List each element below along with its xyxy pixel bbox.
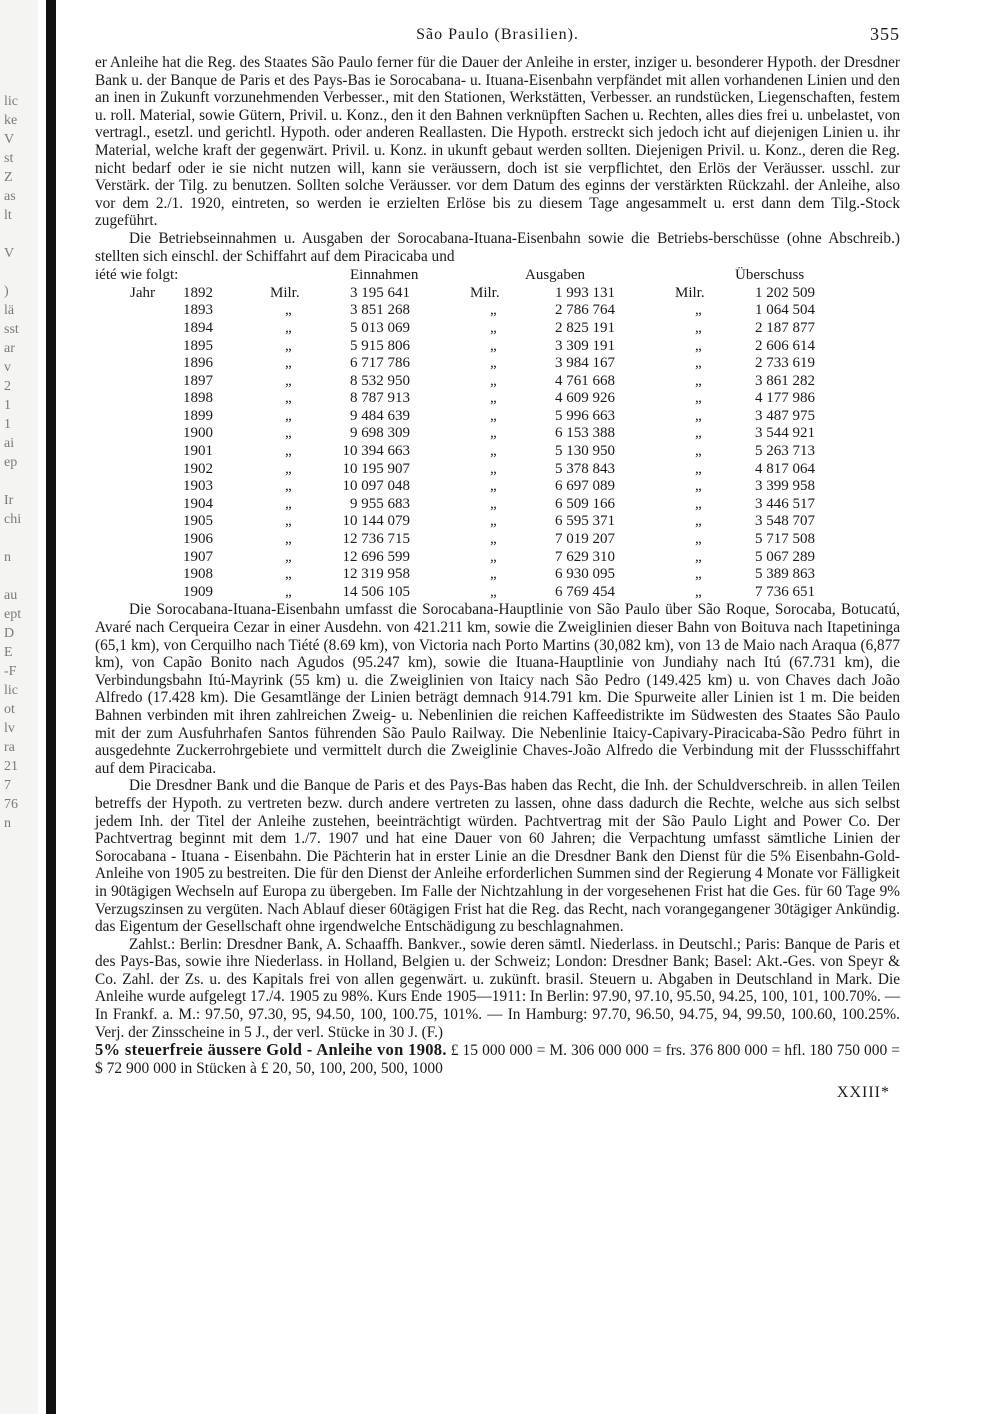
margin-text-fragments: lic ke V st Z as lt V ) lä sst ar v 2 1 1 ai ep Ir chi n au ept D E -F lic ot lv ra 21 7 76 n (4, 94, 22, 831)
ditto-mark: „ (695, 460, 702, 477)
einnahmen-cell: 8 532 950 (350, 372, 410, 389)
ausgaben-cell: 7 019 207 (555, 531, 615, 548)
ditto-mark: „ (285, 443, 292, 460)
ditto-mark: „ (285, 566, 292, 583)
unit-label: Milr. (675, 284, 705, 301)
unit-label: Milr. (470, 284, 500, 301)
year-cell: 1909 (183, 583, 213, 600)
bond-section-heading (95, 1041, 900, 1078)
year-label: Jahr (130, 284, 155, 301)
einnahmen-cell: 6 717 786 (350, 355, 410, 372)
ueberschuss-cell: 2 606 614 (755, 337, 815, 354)
ausgaben-cell: 4 609 926 (555, 390, 615, 407)
paragraph-operating-results: Die Betriebseinnahmen u. Ausgaben der Sorocabana-Ituana-Eisenbahn sowie die Betriebs-berschüsse (ohne Abschreib.) stellten sich einschl. der Schiffahrt auf dem Piracicaba und (95, 229, 900, 265)
ditto-mark: „ (695, 531, 702, 548)
ditto-mark: „ (695, 355, 702, 372)
einnahmen-cell: 5 915 806 (350, 337, 410, 354)
ditto-mark: „ (490, 495, 497, 512)
ausgaben-cell: 1 993 131 (555, 284, 615, 301)
einnahmen-cell: 10 394 663 (342, 443, 410, 460)
ueberschuss-cell: 3 548 707 (755, 513, 815, 530)
ditto-mark: „ (285, 583, 292, 600)
year-cell: 1901 (183, 443, 213, 460)
ditto-mark: „ (490, 425, 497, 442)
ditto-mark: „ (695, 319, 702, 336)
document-page (95, 18, 900, 1102)
ueberschuss-cell: 5 263 713 (755, 443, 815, 460)
operating-results-table (95, 267, 900, 601)
ausgaben-cell: 5 130 950 (555, 443, 615, 460)
ueberschuss-cell: 2 187 877 (755, 319, 815, 336)
ueberschuss-cell: 3 399 958 (755, 478, 815, 495)
table-row (95, 390, 900, 408)
page-number: 355 (870, 24, 900, 44)
ueberschuss-cell: 3 544 921 (755, 425, 815, 442)
year-cell: 1906 (183, 531, 213, 548)
ditto-mark: „ (490, 583, 497, 600)
year-cell: 1899 (183, 407, 213, 424)
paragraph-mortgage: er Anleihe hat die Reg. des Staates São Paulo ferner für die Dauer der Anleihe in erster, inziger u. besonderer Hypoth. der Dresdner Bank u. der Banque de Paris et des Pays-Bas ie Sorocabana- u. Ituana-Eisenbahn verpfändet mit allen vorhandenen Linien und den an inen in Zukunft vorzunehmenden Verbesser., mit den Stationen, Werkstätten, Verbesser. an rundstücken, Liegenschaften, festem u. roll. Material, sowie Gütern, Privil. u. Konz., den it den Bahnen verknüpften Sachen u. Rechten, alles dies frei u. unbelastet, von vertragl., esetzl. und gerichtl. Hypoth. oder anderen Reallasten. Die Hypoth. erstreckt sich jedoch icht auf diejenigen Linien u. ihr Material, welche kraft der gegenwärt. Privil. u. Konz. in ukunft gebaut werden sollten. Diejenigen Privil. u. Konz., deren die Reg. nicht bedarf oder ie sie nicht nutzen will, kann sie veräussern, doch ist sie verpflichtet, den Erlös der Veräusser. usschl. zur Verstärk. der Tilg. zu benutzen. Sollten solche Veräusser. vor dem Datum des eginns der verstärkten Rückzahl. der Anleihe, also vor dem 2./1. 1920, eintreten, so werden ie erzielten Erlöse bis zu diesem Tage angesammelt u. erst dann dem Tilg.-Stock zugeführt. (95, 54, 900, 230)
table-row (95, 338, 900, 356)
bond-amount-text: £ 15 000 000 = M. 306 000 000 = frs. 376 800 000 = hfl. 180 750 000 = $ 72 900 000 in Stücken à £ 20, 50, 100, 200, 500, 1000 (95, 1042, 901, 1078)
column-header-ueberschuss: Überschuss (735, 267, 805, 284)
ditto-mark: „ (695, 478, 702, 495)
einnahmen-cell: 12 319 958 (342, 566, 410, 583)
ditto-mark: „ (490, 478, 497, 495)
ditto-mark: „ (285, 460, 292, 477)
year-cell: 1898 (183, 390, 213, 407)
ditto-mark: „ (490, 531, 497, 548)
einnahmen-cell: 9 484 639 (350, 407, 410, 424)
ditto-mark: „ (695, 390, 702, 407)
ditto-mark: „ (695, 566, 702, 583)
ausgaben-cell: 6 595 371 (555, 513, 615, 530)
ditto-mark: „ (695, 495, 702, 512)
year-cell: 1908 (183, 566, 213, 583)
ditto-mark: „ (490, 337, 497, 354)
ditto-mark: „ (695, 302, 702, 319)
einnahmen-cell: 3 851 268 (350, 302, 410, 319)
year-cell: 1907 (183, 548, 213, 565)
ditto-mark: „ (695, 337, 702, 354)
ditto-mark: „ (285, 513, 292, 530)
table-row (95, 531, 900, 549)
ditto-mark: „ (490, 390, 497, 407)
year-cell: 1905 (183, 513, 213, 530)
year-cell: 1900 (183, 425, 213, 442)
paragraph-lease-contract: Die Dresdner Bank und die Banque de Paris et des Pays-Bas haben das Recht, die Inh. der Schuldverschreib. in allen Teilen betreffs der Hypoth. zu vertreten bezw. durch andere vertreten zu lassen, ohne dass dadurch die Rechte, welche aus sich selbst jedem Inh. der Titel der Anleihe zustehen, beeinträchtigt würden. Pachtvertrag mit der São Paulo Light and Power Co. Der Pachtvertrag beginnt mit dem 1./7. 1907 und hat eine Dauer von 60 Jahren; die Verpachtung umfasst sämtliche Linien der Sorocabana - Ituana - Eisenbahn. Die Pächterin hat in erster Linie an die Dresdner Bank den Dienst für die 5% Eisenbahn-Gold-Anleihe von 1905 zu bestreiten. Die für den Dienst der Anleihe erforderlichen Summen sind der Regierung 4 Monate vor Fälligkeit in 90tägigen Wechseln auf Europa zu übergeben. Im Falle der Nichtzahlung in der vorgesehenen Frist hat die Ges. für 60 Tage 9% Verzugszinsen zu vergüten. Nach Ablauf dieser 60tägigen Frist hat die Reg. das Recht, nach vorangegangener 30tägiger Ankündig. das Eigentum der Gesellschaft ohne irgendwelche Entschädigung zu beschlagnahmen. (95, 777, 900, 936)
ueberschuss-cell: 4 177 986 (755, 390, 815, 407)
einnahmen-cell: 10 097 048 (342, 478, 410, 495)
table-row (95, 285, 900, 303)
einnahmen-cell: 14 506 105 (342, 583, 410, 600)
ausgaben-cell: 5 996 663 (555, 407, 615, 424)
ditto-mark: „ (285, 337, 292, 354)
year-cell: 1892 (183, 284, 213, 301)
year-cell: 1903 (183, 478, 213, 495)
table-row (95, 373, 900, 391)
signature-mark: XXIII* (836, 1084, 890, 1102)
ditto-mark: „ (695, 372, 702, 389)
ditto-mark: „ (695, 425, 702, 442)
ditto-mark: „ (490, 355, 497, 372)
table-row (95, 513, 900, 531)
ausgaben-cell: 3 984 167 (555, 355, 615, 372)
ausgaben-cell: 6 930 095 (555, 566, 615, 583)
ditto-mark: „ (285, 390, 292, 407)
ausgaben-cell: 2 786 764 (555, 302, 615, 319)
ueberschuss-cell: 5 717 508 (755, 531, 815, 548)
einnahmen-cell: 12 696 599 (342, 548, 410, 565)
table-row (95, 355, 900, 373)
ditto-mark: „ (490, 372, 497, 389)
ausgaben-cell: 4 761 668 (555, 372, 615, 389)
ditto-mark: „ (285, 495, 292, 512)
ausgaben-cell: 6 509 166 (555, 495, 615, 512)
table-row (95, 584, 900, 602)
einnahmen-cell: 9 698 309 (350, 425, 410, 442)
einnahmen-cell: 10 144 079 (342, 513, 410, 530)
year-cell: 1893 (183, 302, 213, 319)
unit-label: Milr. (270, 284, 300, 301)
table-row (95, 320, 900, 338)
ueberschuss-cell: 2 733 619 (755, 355, 815, 372)
ueberschuss-cell: 1 064 504 (755, 302, 815, 319)
einnahmen-cell: 8 787 913 (350, 390, 410, 407)
ditto-mark: „ (285, 425, 292, 442)
ausgaben-cell: 6 697 089 (555, 478, 615, 495)
table-row (95, 478, 900, 496)
ditto-mark: „ (285, 302, 292, 319)
ditto-mark: „ (490, 443, 497, 460)
ditto-mark: „ (285, 355, 292, 372)
ueberschuss-cell: 3 861 282 (755, 372, 815, 389)
einnahmen-cell: 5 013 069 (350, 319, 410, 336)
table-row (95, 443, 900, 461)
ditto-mark: „ (490, 407, 497, 424)
column-header-ausgaben: Ausgaben (525, 267, 585, 284)
running-header (95, 18, 900, 54)
year-cell: 1897 (183, 372, 213, 389)
ditto-mark: „ (285, 407, 292, 424)
column-header-einnahmen: Einnahmen (350, 267, 419, 284)
ausgaben-cell: 3 309 191 (555, 337, 615, 354)
ditto-mark: „ (695, 443, 702, 460)
ditto-mark: „ (285, 319, 292, 336)
ausgaben-cell: 6 769 454 (555, 583, 615, 600)
ueberschuss-cell: 3 446 517 (755, 495, 815, 512)
book-spine-shadow (46, 0, 56, 1414)
ausgaben-cell: 7 629 310 (555, 548, 615, 565)
table-row (95, 302, 900, 320)
ditto-mark: „ (490, 566, 497, 583)
paragraph-paying-agents: Zahlst.: Berlin: Dresdner Bank, A. Schaaffh. Bankver., sowie deren sämtl. Niederlass. in Deutschl.; Paris: Banque de Paris et des Pays-Bas, sowie ihre Niederlass. in Holland, Belgien u. der Schweiz; London: Dresdner Bank; Basel: Akt.-Ges. von Speyr & Co. Zahl. der Zs. u. des Kapitals frei von allen gegenwärt. u. zukünft. brasil. Steuern u. Abgaben in Deutschland in Mark. Die Anleihe wurde aufgelegt 17./4. 1905 zu 98%. Kurs Ende 1905—1911: In Berlin: 97.90, 97.10, 95.50, 94.25, 100, 101, 100.70%. — In Frankf. a. M.: 97.50, 97.30, 95, 94.50, 100, 100.75, 101%. — In Hamburg: 97.70, 96.50, 94.75, 94, 99.50, 100.60, 100.25%. Verj. der Zinsscheine in 5 J., der verl. Stücke in 30 J. (F.) (95, 935, 900, 1041)
ausgaben-cell: 6 153 388 (555, 425, 615, 442)
page-header-title: São Paulo (Brasilien). (416, 26, 579, 43)
body-text-continued (95, 601, 900, 1041)
year-cell: 1894 (183, 319, 213, 336)
year-cell: 1904 (183, 495, 213, 512)
table-row (95, 408, 900, 426)
year-cell: 1896 (183, 355, 213, 372)
table-row (95, 425, 900, 443)
paragraph-railway-lines: Die Sorocabana-Ituana-Eisenbahn umfasst die Sorocabana-Hauptlinie von São Paulo über São Roque, Sorocaba, Botucatú, Avaré nach Cerqueira Cezar in einer Ausdehn. von 421.211 km, sowie die Zweiglinien dieser Bahn von Boituva nach Itapetininga (65,1 km), von Cerquilho nach Tiété (8.69 km), von Victoria nach Porto Martins (30,082 km), von 13 de Maio nach Araqua (6,877 km), von Capão Bonito nach Agudos (95.247 km), sowie die Ituana-Hauptlinie von Jundiahy nach Itú (67.731 km), die Verbindungsbahn Itú-Mayrink (55 km) u. die Zweiglinien von Itaicy nach São Pedro (149.425 km) u. von Chaves dach João Alfredo (17.428 km). Die Gesamtlänge der Linien beträgt demnach 914.791 km. Die Spurweite aller Linien ist 1 m. Die beiden Bahnen verbinden mit ihren zahlreichen Zweig- u. Nebenlinien die reichen Kaffeedistrikte im Südwesten des Staates São Paulo mit der zum Ausfuhrhafen Santos führenden São Paulo Railway. Die Nebenlinie Itaicy-Capivary-Piracicaba-São Pedro führt in ausgedehnte Zuckerrohrgebiete und vermittelt durch die Zweiglinie Chaves-João Alfredo die Verbindung mit der Flussschiffahrt auf dem Piracicaba. (95, 601, 900, 777)
ditto-mark: „ (285, 372, 292, 389)
table-header-row (95, 267, 900, 285)
body-text (95, 54, 900, 265)
table-lead-text: iété wie folgt: (95, 267, 179, 284)
ueberschuss-cell: 3 487 975 (755, 407, 815, 424)
ditto-mark: „ (695, 407, 702, 424)
ditto-mark: „ (695, 548, 702, 565)
ditto-mark: „ (695, 513, 702, 530)
ditto-mark: „ (490, 460, 497, 477)
ueberschuss-cell: 5 389 863 (755, 566, 815, 583)
ueberschuss-cell: 1 202 509 (755, 284, 815, 301)
ditto-mark: „ (490, 319, 497, 336)
table-row (95, 549, 900, 567)
ditto-mark: „ (285, 531, 292, 548)
ausgaben-cell: 5 378 843 (555, 460, 615, 477)
einnahmen-cell: 12 736 715 (342, 531, 410, 548)
ditto-mark: „ (490, 302, 497, 319)
bond-title: 5% steuerfreie äussere Gold - Anleihe von 1908. (95, 1040, 447, 1060)
table-row (95, 566, 900, 584)
ueberschuss-cell: 5 067 289 (755, 548, 815, 565)
ditto-mark: „ (695, 583, 702, 600)
ueberschuss-cell: 7 736 651 (755, 583, 815, 600)
ditto-mark: „ (285, 478, 292, 495)
table-row (95, 496, 900, 514)
einnahmen-cell: 10 195 907 (342, 460, 410, 477)
table-row (95, 461, 900, 479)
ditto-mark: „ (490, 513, 497, 530)
ditto-mark: „ (490, 548, 497, 565)
einnahmen-cell: 3 195 641 (350, 284, 410, 301)
year-cell: 1902 (183, 460, 213, 477)
ueberschuss-cell: 4 817 064 (755, 460, 815, 477)
ditto-mark: „ (285, 548, 292, 565)
year-cell: 1895 (183, 337, 213, 354)
ausgaben-cell: 2 825 191 (555, 319, 615, 336)
adjacent-page-fragment (0, 0, 38, 1414)
einnahmen-cell: 9 955 683 (350, 495, 410, 512)
